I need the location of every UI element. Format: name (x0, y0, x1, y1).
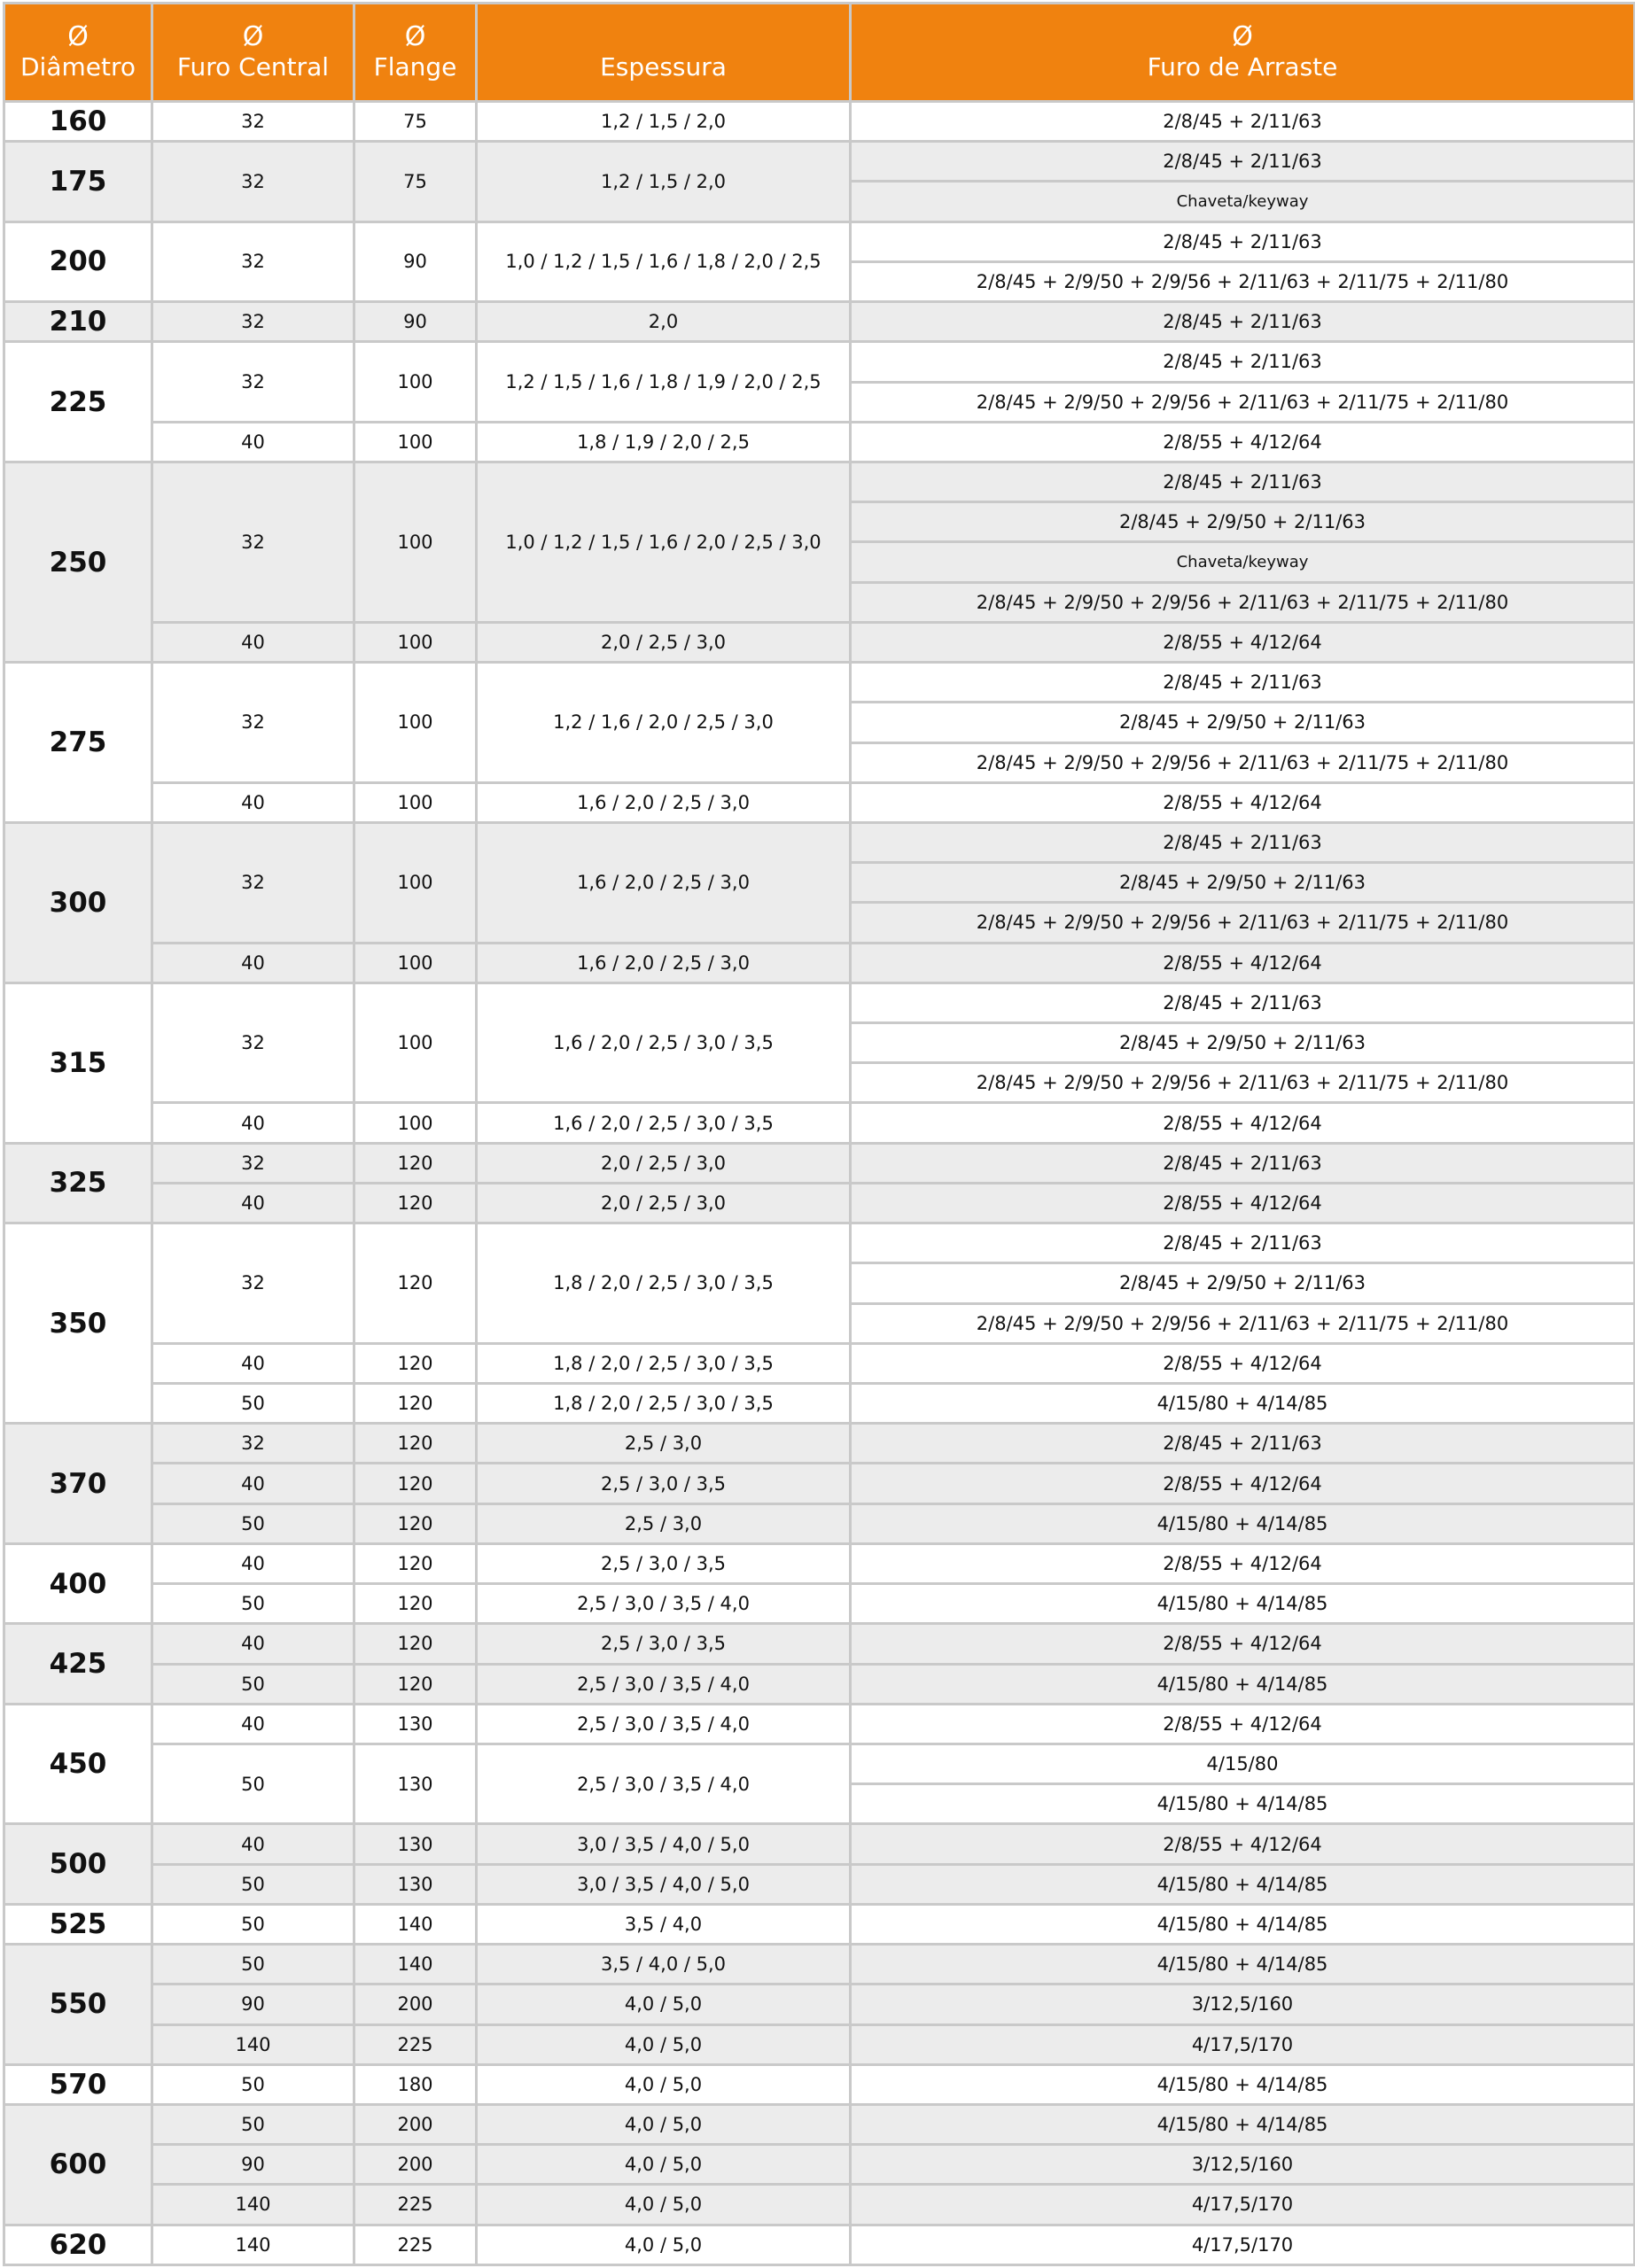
flange-cell: 130 (354, 1864, 477, 1904)
flange-cell: 200 (354, 1984, 477, 2024)
flange-cell: 100 (354, 782, 477, 822)
table-row (4, 142, 1635, 182)
bore-cell: 40 (152, 422, 354, 462)
flange-cell: 120 (354, 1183, 477, 1223)
pinholes-cell: 2/8/45 + 2/11/63 (851, 342, 1635, 382)
diameter-cell: 570 (4, 2064, 152, 2104)
thickness-cell: 1,8 / 2,0 / 2,5 / 3,0 / 3,5 (477, 1343, 851, 1383)
pinholes-cell: 2/8/55 + 4/12/64 (851, 1464, 1635, 1503)
header-diameter-label: Diâmetro (19, 52, 136, 82)
table-row (4, 663, 1635, 703)
flange-symbol: Ø (404, 21, 426, 52)
table-row (4, 1984, 1635, 2024)
flange-cell: 225 (354, 2024, 477, 2064)
table-row (4, 1904, 1635, 1944)
bore-cell: 32 (152, 1223, 354, 1344)
flange-cell: 100 (354, 342, 477, 422)
pinholes-cell: 2/8/45 + 2/9/50 + 2/11/63 (851, 863, 1635, 903)
bore-cell: 50 (152, 1904, 354, 1944)
table-row (4, 943, 1635, 983)
flange-cell: 130 (354, 1824, 477, 1864)
flange-cell: 100 (354, 663, 477, 783)
pinholes-cell: 2/8/55 + 4/12/64 (851, 1704, 1635, 1744)
thickness-cell: 1,8 / 2,0 / 2,5 / 3,0 / 3,5 (477, 1384, 851, 1424)
thickness-cell: 2,5 / 3,0 / 3,5 / 4,0 (477, 1584, 851, 1624)
pinholes-cell: 4/15/80 + 4/14/85 (851, 1904, 1635, 1944)
bore-cell: 32 (152, 822, 354, 943)
header-flange (354, 4, 477, 102)
pinholes-cell: 2/8/45 + 2/11/63 (851, 302, 1635, 342)
thickness-cell: 4,0 / 5,0 (477, 2064, 851, 2104)
pinholes-cell: 2/8/45 + 2/11/63 (851, 221, 1635, 261)
table-row (4, 1424, 1635, 1464)
thickness-cell: 1,6 / 2,0 / 2,5 / 3,0 / 3,5 (477, 1103, 851, 1143)
table-body (4, 102, 1635, 2265)
thickness-cell: 2,5 / 3,0 / 3,5 / 4,0 (477, 1664, 851, 1704)
diameter-cell: 175 (4, 142, 152, 221)
thickness-cell: 2,0 / 2,5 / 3,0 (477, 1183, 851, 1223)
pinholes-cell: 2/8/45 + 2/9/50 + 2/11/63 (851, 703, 1635, 742)
thickness-cell: 2,5 / 3,0 / 3,5 (477, 1624, 851, 1664)
bore-cell: 90 (152, 2145, 354, 2185)
pinholes-cell: 2/8/45 + 2/11/63 (851, 462, 1635, 501)
bore-cell: 50 (152, 2104, 354, 2144)
bore-cell: 32 (152, 663, 354, 783)
table-row (4, 1945, 1635, 1984)
diameter-cell: 160 (4, 102, 152, 142)
bore-cell: 32 (152, 221, 354, 301)
bore-cell: 140 (152, 2225, 354, 2264)
flange-cell: 100 (354, 943, 477, 983)
thickness-cell: 2,5 / 3,0 / 3,5 (477, 1464, 851, 1503)
table-row (4, 221, 1635, 261)
bore-cell: 40 (152, 1464, 354, 1503)
table-row (4, 1864, 1635, 1904)
pinholes-cell: 2/8/55 + 4/12/64 (851, 422, 1635, 462)
diameter-cell: 620 (4, 2225, 152, 2264)
table-row (4, 1503, 1635, 1543)
table-row (4, 1343, 1635, 1383)
flange-cell: 120 (354, 1464, 477, 1503)
bore-cell: 32 (152, 142, 354, 221)
spec-table (3, 2, 1635, 2266)
header-bore-label: Furo Central (176, 52, 330, 82)
pinholes-cell: 2/8/45 + 2/9/50 + 2/9/56 + 2/11/63 + 2/11/75 + 2/11/80 (851, 1303, 1635, 1343)
pinholes-symbol: Ø (1232, 21, 1253, 52)
flange-cell: 120 (354, 1384, 477, 1424)
table-row (4, 422, 1635, 462)
table-row (4, 822, 1635, 862)
table-row (4, 302, 1635, 342)
pinholes-cell: Chaveta/keyway (851, 182, 1635, 221)
pinholes-cell: 4/15/80 + 4/14/85 (851, 1584, 1635, 1624)
table-row (4, 1103, 1635, 1143)
bore-cell: 32 (152, 102, 354, 142)
table-row (4, 1464, 1635, 1503)
bore-cell: 32 (152, 462, 354, 622)
bore-cell: 140 (152, 2024, 354, 2064)
bore-cell: 50 (152, 1864, 354, 1904)
table-row (4, 2185, 1635, 2225)
pinholes-cell: 2/8/55 + 4/12/64 (851, 622, 1635, 662)
bore-cell: 50 (152, 1503, 354, 1543)
thickness-cell: 1,2 / 1,5 / 2,0 (477, 142, 851, 221)
pinholes-cell: 2/8/45 + 2/9/50 + 2/11/63 (851, 1263, 1635, 1303)
flange-cell: 100 (354, 822, 477, 943)
table-row (4, 1223, 1635, 1263)
diameter-cell: 550 (4, 1945, 152, 2065)
bore-cell: 32 (152, 1424, 354, 1464)
flange-cell: 100 (354, 462, 477, 622)
pinholes-cell: 4/15/80 (851, 1744, 1635, 1783)
thickness-cell: 2,5 / 3,0 (477, 1503, 851, 1543)
bore-cell: 90 (152, 1984, 354, 2024)
diameter-cell: 200 (4, 221, 152, 301)
bore-cell: 40 (152, 1824, 354, 1864)
bore-cell: 50 (152, 1584, 354, 1624)
table-row (4, 2145, 1635, 2185)
flange-cell: 120 (354, 1143, 477, 1183)
pinholes-cell: 3/12,5/160 (851, 2145, 1635, 2185)
pinholes-cell: 2/8/45 + 2/11/63 (851, 1143, 1635, 1183)
header-bore (152, 4, 354, 102)
thickness-cell: 1,8 / 1,9 / 2,0 / 2,5 (477, 422, 851, 462)
thickness-cell: 2,5 / 3,0 / 3,5 / 4,0 (477, 1744, 851, 1823)
pinholes-cell: 4/17,5/170 (851, 2225, 1635, 2264)
pinholes-cell: 4/15/80 + 4/14/85 (851, 1784, 1635, 1824)
diameter-cell: 350 (4, 1223, 152, 1424)
bore-cell: 40 (152, 1183, 354, 1223)
pinholes-cell: 4/17,5/170 (851, 2185, 1635, 2225)
table-row (4, 1824, 1635, 1864)
table-row (4, 1384, 1635, 1424)
bore-cell: 50 (152, 1945, 354, 1984)
pinholes-cell: 2/8/55 + 4/12/64 (851, 1343, 1635, 1383)
pinholes-cell: 2/8/45 + 2/11/63 (851, 102, 1635, 142)
flange-cell: 90 (354, 221, 477, 301)
table-header (4, 4, 1635, 102)
diameter-cell: 370 (4, 1424, 152, 1544)
flange-cell: 130 (354, 1744, 477, 1823)
flange-cell: 120 (354, 1584, 477, 1624)
flange-cell: 120 (354, 1223, 477, 1344)
bore-cell: 40 (152, 1343, 354, 1383)
pinholes-cell: 2/8/55 + 4/12/64 (851, 1624, 1635, 1664)
bore-cell: 40 (152, 622, 354, 662)
thickness-cell: 4,0 / 5,0 (477, 1984, 851, 2024)
thickness-cell: 1,6 / 2,0 / 2,5 / 3,0 (477, 822, 851, 943)
pinholes-cell: 2/8/55 + 4/12/64 (851, 1183, 1635, 1223)
flange-cell: 120 (354, 1664, 477, 1704)
bore-cell: 32 (152, 302, 354, 342)
bore-cell: 40 (152, 1103, 354, 1143)
thickness-cell: 2,0 (477, 302, 851, 342)
pinholes-cell: 4/15/80 + 4/14/85 (851, 1384, 1635, 1424)
table-row (4, 2024, 1635, 2064)
thickness-cell: 1,0 / 1,2 / 1,5 / 1,6 / 2,0 / 2,5 / 3,0 (477, 462, 851, 622)
table-row (4, 1744, 1635, 1783)
diameter-cell: 300 (4, 822, 152, 983)
diameter-cell: 600 (4, 2104, 152, 2225)
thickness-cell: 4,0 / 5,0 (477, 2024, 851, 2064)
table-row (4, 2064, 1635, 2104)
pinholes-cell: 2/8/45 + 2/11/63 (851, 1223, 1635, 1263)
thickness-cell: 2,5 / 3,0 / 3,5 (477, 1543, 851, 1583)
thickness-cell: 2,5 / 3,0 (477, 1424, 851, 1464)
thickness-cell: 1,6 / 2,0 / 2,5 / 3,0 / 3,5 (477, 983, 851, 1103)
pinholes-cell: 2/8/45 + 2/11/63 (851, 663, 1635, 703)
pinholes-cell: 2/8/45 + 2/9/50 + 2/9/56 + 2/11/63 + 2/11/75 + 2/11/80 (851, 903, 1635, 943)
table-row (4, 1183, 1635, 1223)
flange-cell: 140 (354, 1945, 477, 1984)
pinholes-cell: 2/8/45 + 2/11/63 (851, 983, 1635, 1022)
table-row (4, 1624, 1635, 1664)
header-pinholes-label: Furo de Arraste (1147, 52, 1338, 82)
pinholes-cell: 2/8/45 + 2/11/63 (851, 822, 1635, 862)
diameter-cell: 250 (4, 462, 152, 662)
pinholes-cell: 4/17,5/170 (851, 2024, 1635, 2064)
flange-cell: 120 (354, 1503, 477, 1543)
table-row (4, 2104, 1635, 2144)
diameter-cell: 225 (4, 342, 152, 462)
table-row (4, 462, 1635, 501)
bore-cell: 40 (152, 1624, 354, 1664)
bore-cell: 50 (152, 1744, 354, 1823)
thickness-cell: 1,8 / 2,0 / 2,5 / 3,0 / 3,5 (477, 1223, 851, 1344)
thickness-cell: 4,0 / 5,0 (477, 2225, 851, 2264)
pinholes-cell: 2/8/45 + 2/9/50 + 2/11/63 (851, 502, 1635, 542)
thickness-cell: 3,0 / 3,5 / 4,0 / 5,0 (477, 1864, 851, 1904)
bore-cell: 50 (152, 1664, 354, 1704)
diameter-cell: 425 (4, 1624, 152, 1704)
header-thickness (477, 4, 851, 102)
bore-cell: 40 (152, 782, 354, 822)
thickness-cell: 1,2 / 1,5 / 2,0 (477, 102, 851, 142)
table-row (4, 983, 1635, 1022)
flange-cell: 75 (354, 142, 477, 221)
table-row (4, 342, 1635, 382)
table-row (4, 2225, 1635, 2264)
bore-cell: 40 (152, 943, 354, 983)
pinholes-cell: 2/8/55 + 4/12/64 (851, 1543, 1635, 1583)
thickness-cell: 2,5 / 3,0 / 3,5 / 4,0 (477, 1704, 851, 1744)
thickness-cell: 4,0 / 5,0 (477, 2145, 851, 2185)
diameter-cell: 325 (4, 1143, 152, 1223)
thickness-cell: 1,6 / 2,0 / 2,5 / 3,0 (477, 943, 851, 983)
flange-cell: 100 (354, 1103, 477, 1143)
diameter-cell: 525 (4, 1904, 152, 1944)
flange-cell: 120 (354, 1424, 477, 1464)
thickness-cell: 3,5 / 4,0 / 5,0 (477, 1945, 851, 1984)
flange-cell: 225 (354, 2225, 477, 2264)
diameter-cell: 210 (4, 302, 152, 342)
pinholes-cell: 2/8/45 + 2/11/63 (851, 142, 1635, 182)
thickness-cell: 1,6 / 2,0 / 2,5 / 3,0 (477, 782, 851, 822)
pinholes-cell: 2/8/45 + 2/9/50 + 2/9/56 + 2/11/63 + 2/11/75 + 2/11/80 (851, 582, 1635, 622)
table-row (4, 1543, 1635, 1583)
bore-cell: 40 (152, 1704, 354, 1744)
bore-cell: 32 (152, 983, 354, 1103)
diameter-cell: 275 (4, 663, 152, 823)
diameter-symbol: Ø (67, 21, 89, 52)
flange-cell: 100 (354, 622, 477, 662)
table-row (4, 1584, 1635, 1624)
flange-cell: 140 (354, 1904, 477, 1944)
thickness-cell: 1,2 / 1,5 / 1,6 / 1,8 / 1,9 / 2,0 / 2,5 (477, 342, 851, 422)
table-row (4, 1664, 1635, 1704)
table-row (4, 1143, 1635, 1183)
bore-cell: 32 (152, 342, 354, 422)
pinholes-cell: 3/12,5/160 (851, 1984, 1635, 2024)
flange-cell: 130 (354, 1704, 477, 1744)
table-row (4, 782, 1635, 822)
thickness-cell: 2,0 / 2,5 / 3,0 (477, 1143, 851, 1183)
header-thickness-label: Espessura (600, 52, 727, 82)
flange-cell: 200 (354, 2104, 477, 2144)
pinholes-cell: Chaveta/keyway (851, 542, 1635, 582)
header-row (4, 4, 1635, 102)
bore-cell: 32 (152, 1143, 354, 1183)
thickness-cell: 2,0 / 2,5 / 3,0 (477, 622, 851, 662)
thickness-cell: 4,0 / 5,0 (477, 2104, 851, 2144)
thickness-cell: 1,2 / 1,6 / 2,0 / 2,5 / 3,0 (477, 663, 851, 783)
bore-cell: 140 (152, 2185, 354, 2225)
pinholes-cell: 2/8/55 + 4/12/64 (851, 943, 1635, 983)
flange-cell: 100 (354, 983, 477, 1103)
pinholes-cell: 2/8/45 + 2/9/50 + 2/9/56 + 2/11/63 + 2/11/75 + 2/11/80 (851, 742, 1635, 782)
header-flange-label: Flange (373, 52, 457, 82)
flange-cell: 180 (354, 2064, 477, 2104)
pinholes-cell: 2/8/45 + 2/11/63 (851, 1424, 1635, 1464)
pinholes-cell: 4/15/80 + 4/14/85 (851, 1664, 1635, 1704)
bore-cell: 50 (152, 1384, 354, 1424)
flange-cell: 225 (354, 2185, 477, 2225)
table-row (4, 1704, 1635, 1744)
flange-cell: 75 (354, 102, 477, 142)
thickness-cell: 4,0 / 5,0 (477, 2185, 851, 2225)
header-diameter (4, 4, 152, 102)
flange-cell: 90 (354, 302, 477, 342)
table-row (4, 622, 1635, 662)
thickness-cell: 3,5 / 4,0 (477, 1904, 851, 1944)
flange-cell: 120 (354, 1543, 477, 1583)
pinholes-cell: 2/8/55 + 4/12/64 (851, 1103, 1635, 1143)
flange-cell: 100 (354, 422, 477, 462)
header-pinholes (851, 4, 1635, 102)
pinholes-cell: 4/15/80 + 4/14/85 (851, 1503, 1635, 1543)
pinholes-cell: 2/8/45 + 2/9/50 + 2/9/56 + 2/11/63 + 2/11/75 + 2/11/80 (851, 1063, 1635, 1103)
diameter-cell: 315 (4, 983, 152, 1143)
bore-cell: 50 (152, 2064, 354, 2104)
pinholes-cell: 4/15/80 + 4/14/85 (851, 1945, 1635, 1984)
thickness-cell: 1,0 / 1,2 / 1,5 / 1,6 / 1,8 / 2,0 / 2,5 (477, 221, 851, 301)
pinholes-cell: 4/15/80 + 4/14/85 (851, 2104, 1635, 2144)
pinholes-cell: 2/8/55 + 4/12/64 (851, 1824, 1635, 1864)
pinholes-cell: 4/15/80 + 4/14/85 (851, 2064, 1635, 2104)
flange-cell: 120 (354, 1343, 477, 1383)
thickness-cell: 3,0 / 3,5 / 4,0 / 5,0 (477, 1824, 851, 1864)
flange-cell: 200 (354, 2145, 477, 2185)
pinholes-cell: 2/8/45 + 2/9/50 + 2/11/63 (851, 1023, 1635, 1063)
diameter-cell: 450 (4, 1704, 152, 1824)
diameter-cell: 400 (4, 1543, 152, 1623)
pinholes-cell: 2/8/45 + 2/9/50 + 2/9/56 + 2/11/63 + 2/11/75 + 2/11/80 (851, 261, 1635, 301)
pinholes-cell: 4/15/80 + 4/14/85 (851, 1864, 1635, 1904)
table-row (4, 102, 1635, 142)
diameter-cell: 500 (4, 1824, 152, 1904)
bore-cell: 40 (152, 1543, 354, 1583)
pinholes-cell: 2/8/55 + 4/12/64 (851, 782, 1635, 822)
pinholes-cell: 2/8/45 + 2/9/50 + 2/9/56 + 2/11/63 + 2/11/75 + 2/11/80 (851, 382, 1635, 422)
bore-symbol: Ø (242, 21, 264, 52)
flange-cell: 120 (354, 1624, 477, 1664)
